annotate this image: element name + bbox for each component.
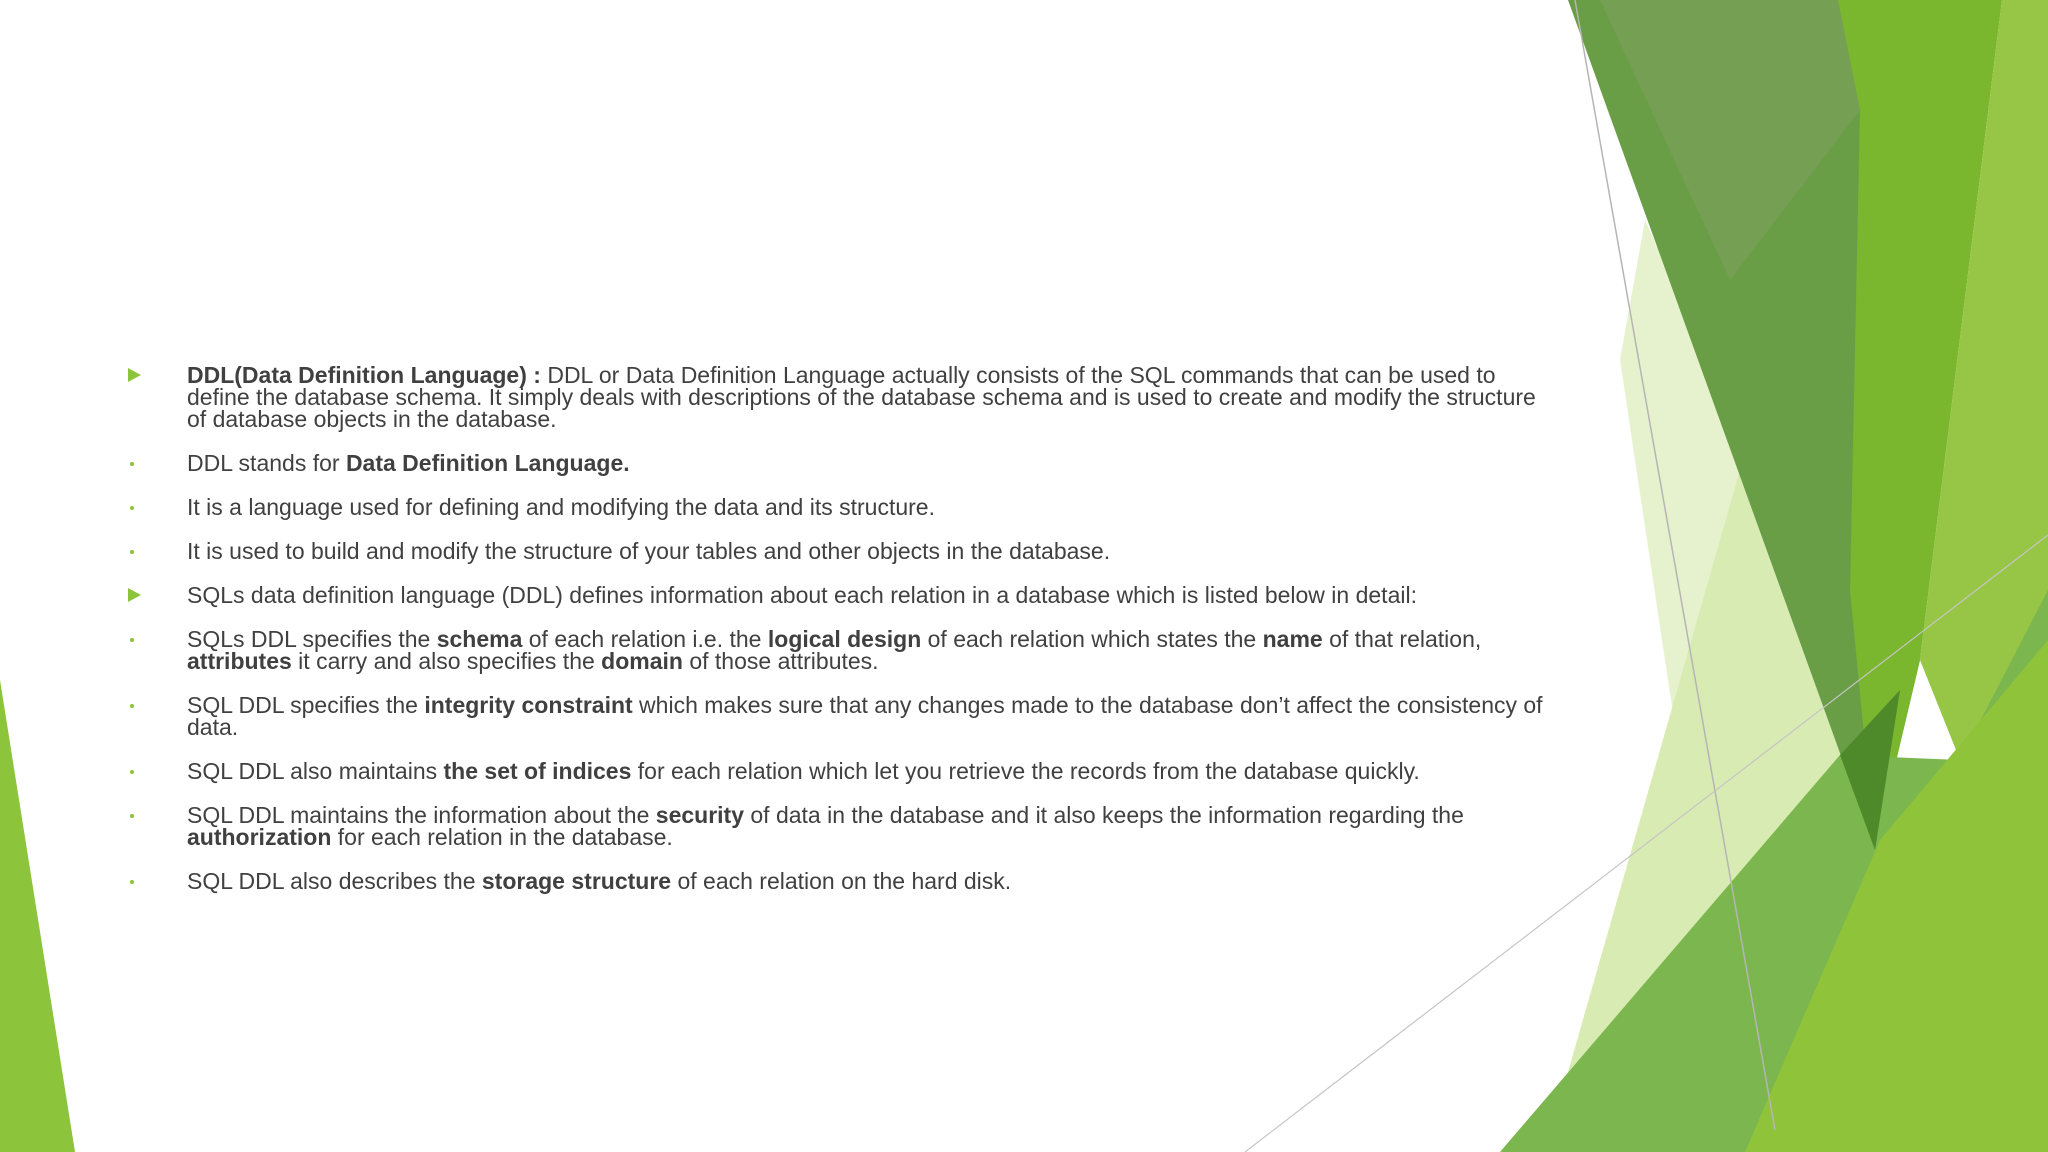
bold-text-segment: integrity constraint <box>424 692 633 718</box>
text-segment: of that relation, <box>1322 626 1482 652</box>
bullet-item <box>128 584 1548 606</box>
text-segment: DDL stands for <box>187 450 346 476</box>
bullet-item <box>128 804 1548 848</box>
bold-text-segment: schema <box>436 626 523 652</box>
text-segment: of each relation on the hard disk. <box>671 868 1012 894</box>
text-segment: It is a language used for defining and modifying the data and its structure. <box>187 494 935 520</box>
bullet-item <box>128 364 1548 430</box>
bold-text-segment: attributes <box>187 648 292 674</box>
bullet-text <box>187 692 1543 740</box>
bullet-item <box>128 694 1548 738</box>
dot-bullet-icon <box>130 880 134 884</box>
bullet-text <box>187 538 1110 564</box>
bold-text-segment: security <box>655 802 744 828</box>
bold-text-segment: storage structure <box>481 868 672 894</box>
bold-text-segment: domain <box>601 648 683 674</box>
bullet-text <box>187 626 1481 674</box>
bullet-text <box>187 582 1417 608</box>
bullet-text <box>187 802 1464 850</box>
bold-text-segment: DDL(Data Definition Language) : <box>187 362 548 388</box>
dot-bullet-icon <box>130 462 134 466</box>
dot-bullet-icon <box>130 506 134 510</box>
text-segment: SQL DDL also describes the <box>187 868 482 894</box>
dot-bullet-icon <box>130 770 134 774</box>
bullet-item <box>128 628 1548 672</box>
text-segment: of data in the database and it also keeps the information regarding the <box>744 802 1464 828</box>
triangle-bullet-icon <box>128 368 141 382</box>
bullet-item <box>128 452 1548 474</box>
bold-text-segment: logical design <box>767 626 922 652</box>
text-segment: of each relation which states the <box>921 626 1263 652</box>
left-green-wedge <box>0 680 75 1152</box>
bold-text-segment: name <box>1262 626 1323 652</box>
dot-bullet-icon <box>130 704 134 708</box>
text-segment: of each relation i.e. the <box>522 626 768 652</box>
text-segment: for each relation in the database. <box>331 824 673 850</box>
bullet-item <box>128 870 1548 892</box>
text-segment: it carry and also specifies the <box>291 648 602 674</box>
bullet-text <box>187 868 1011 894</box>
bullet-list <box>128 364 1548 914</box>
bullet-item <box>128 540 1548 562</box>
text-segment: It is used to build and modify the structure of your tables and other objects in the database. <box>187 538 1111 564</box>
bullet-text <box>187 450 630 476</box>
bold-text-segment: authorization <box>187 824 332 850</box>
bullet-item <box>128 760 1548 782</box>
text-segment: DDL or Data Definition Language actually consists of the SQL commands that can be used to define the database schema. It simply deals with descriptions of the database schema and is used to create and modify the structure of database objects in the database. <box>187 362 1536 432</box>
dot-bullet-icon <box>130 638 134 642</box>
bullet-text <box>187 362 1536 432</box>
text-segment: for each relation which let you retrieve the records from the database quickly. <box>631 758 1420 784</box>
text-segment: SQL DDL also maintains <box>187 758 444 784</box>
text-segment: of those attributes. <box>682 648 879 674</box>
text-segment: SQL DDL maintains the information about the <box>187 802 656 828</box>
bullet-item <box>128 496 1548 518</box>
text-segment: SQLs data definition language (DDL) defines information about each relation in a database which is listed below in detail: <box>187 582 1417 608</box>
bold-text-segment: Data Definition Language. <box>345 450 630 476</box>
bullet-text <box>187 758 1420 784</box>
bullet-text <box>187 494 935 520</box>
text-segment: SQL DDL specifies the <box>187 692 425 718</box>
bold-text-segment: the set of indices <box>443 758 632 784</box>
text-segment: which makes sure that any changes made to the database don’t affect the consistency of data. <box>187 692 1543 740</box>
triangle-bullet-icon <box>128 588 141 602</box>
dot-bullet-icon <box>130 550 134 554</box>
text-segment: SQLs DDL specifies the <box>187 626 437 652</box>
dot-bullet-icon <box>130 814 134 818</box>
